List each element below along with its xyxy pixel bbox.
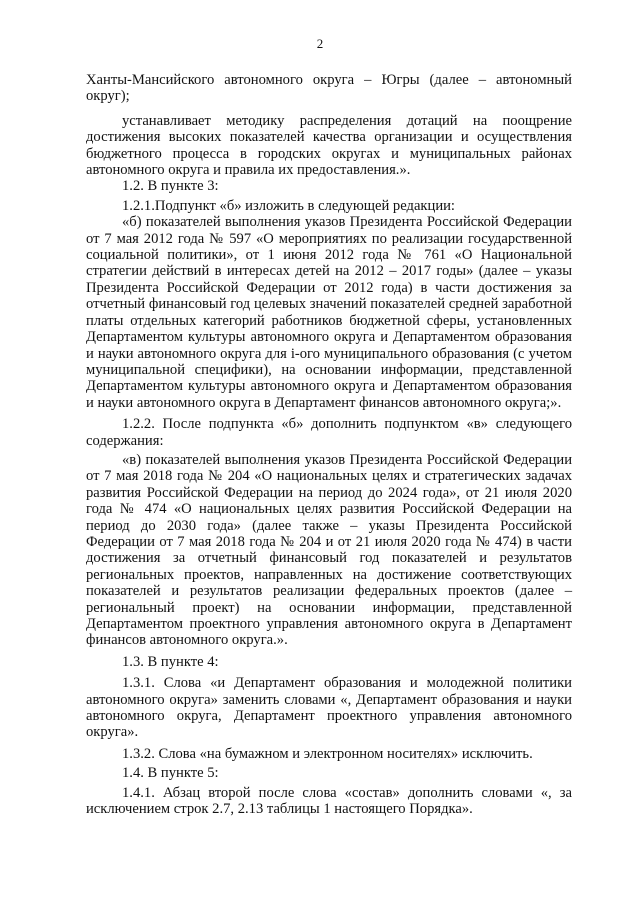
paragraph-item-1-3-1: 1.3.1. Слова «и Департамент образования и молодежной политики автономного округа» заменить словами «, Департамент образования и науки автономного округа, Департамент проектного управления автономного округа». bbox=[86, 675, 572, 741]
paragraph-item-1-2-1: 1.2.1.Подпункт «б» изложить в следующей редакции: bbox=[122, 197, 455, 214]
page-number: 2 bbox=[316, 36, 324, 51]
paragraph-item-1-4: 1.4. В пункте 5: bbox=[122, 765, 219, 782]
paragraph-item-1-3: 1.3. В пункте 4: bbox=[122, 653, 219, 670]
paragraph-subitem-v: «в) показателей выполнения указов Президента Российской Федерации от 7 мая 2018 года № 204 «О национальных целях и стратегических задачах развития Российской Федерации на период до 2024 года», от 21 июля 2020 года № 474 «О национальных целях развития Российской Федерации на период до 2030 года» (далее также – указы Президента Российской Федерации от 7 мая 2018 года № 204 и от 21 июля 2020 года № 474) в части достижения за отчетный финансовый год показателей и результатов региональных проектов, направленных на достижение соответствующих показателей и результатов реализации федеральных проектов (далее – региональный проект) на основании информации, представленной Департаментом проектного управления автономного округа в Департамент финансов автономного округа.». bbox=[86, 451, 572, 649]
paragraph-continuation: Ханты-Мансийского автономного округа – Югры (далее – автономный округ); bbox=[86, 72, 572, 105]
paragraph-item-1-3-2: 1.3.2. Слова «на бумажном и электронном носителях» исключить. bbox=[122, 745, 533, 762]
paragraph-item-1-2: 1.2. В пункте 3: bbox=[122, 178, 219, 195]
paragraph-item-1-2-2: 1.2.2. После подпункта «б» дополнить подпунктом «в» следующего содержания: bbox=[86, 416, 572, 449]
document-body bbox=[86, 72, 572, 817]
paragraph-item-1-4-1: 1.4.1. Абзац второй после слова «состав» дополнить словами «, за исключением строк 2.7, 2.13 таблицы 1 настоящего Порядка». bbox=[86, 784, 572, 818]
paragraph-subitem-b: «б) показателей выполнения указов Президента Российской Федерации от 7 мая 2012 года № 597 «О мероприятиях по реализации государственной социальной политики», от 1 июня 2012 года № 761 «О Национальной стратегии действий в интересах детей на 2012 – 2017 годы» (далее – указы Президента Российской Федерации от 2012 года) в части достижения за отчетный финансовый год целевых значений показателей средней заработной платы отдельных категорий работников бюджетной сферы, установленных Департаментом культуры автономного округа и Департаментом образования и науки автономного округа для i-ого муниципального образования (с учетом муниципальной специфики), на основании информации, представленной Департаментом культуры автономного округа и Департаментом образования и науки автономного округа в Департамент финансов автономного округа;». bbox=[86, 214, 572, 411]
paragraph-methodology: устанавливает методику распределения дотаций на поощрение достижения высоких показателей качества организации и осуществления бюджетного процесса в городских округах и муниципальных районах автономного округа и правила их предоставления.». bbox=[86, 112, 572, 179]
